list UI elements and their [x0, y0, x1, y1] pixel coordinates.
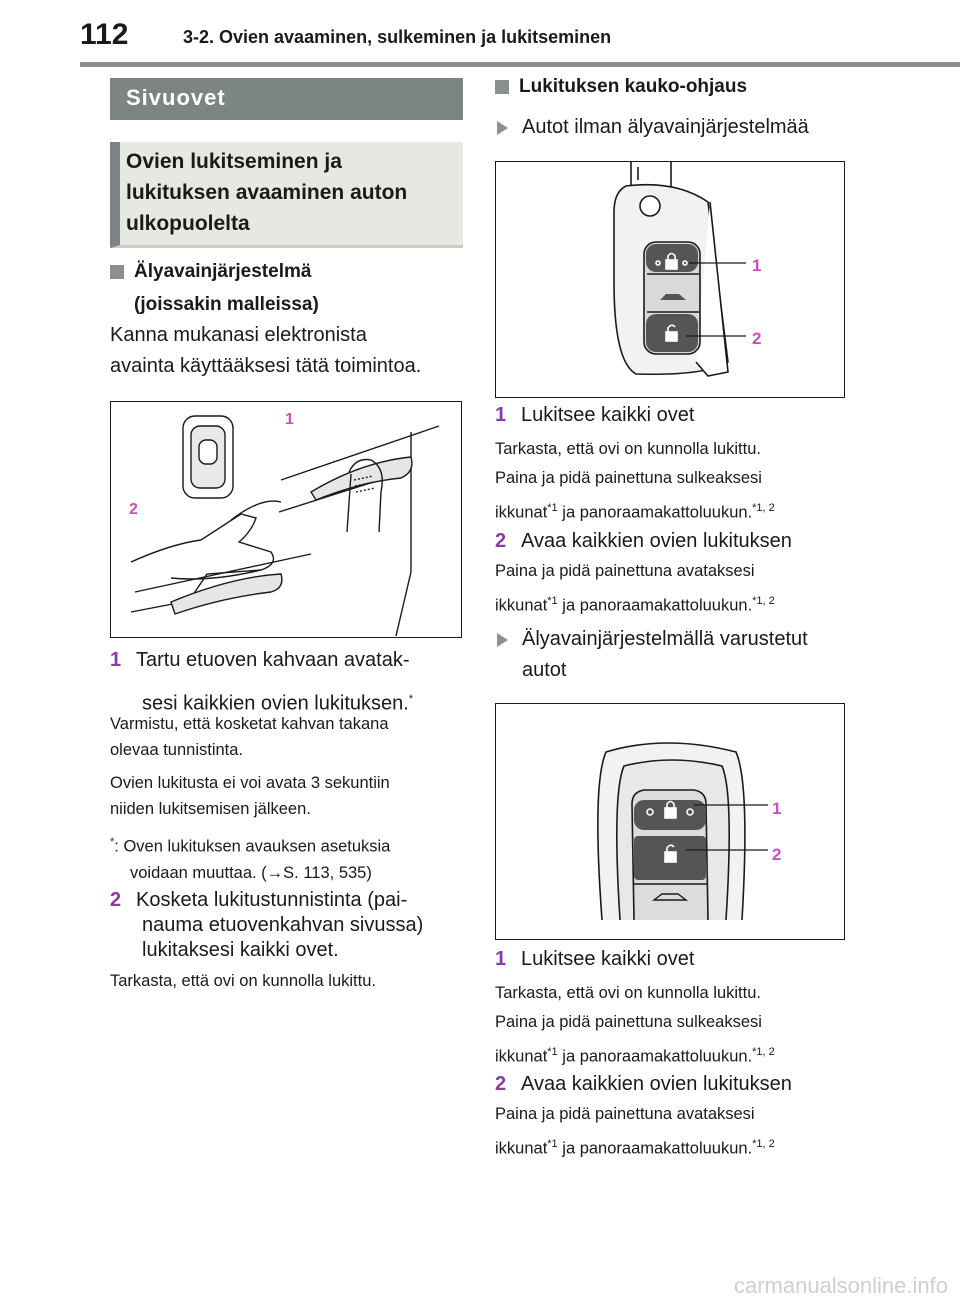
subheading-smartkey: Älyavainjärjestelmällä varustetut autot: [495, 624, 855, 686]
figure-callout-2: 2: [129, 501, 138, 518]
subsection-line: ulkopuolelta: [126, 212, 250, 235]
flip-key-figure: [495, 161, 845, 398]
triangle-bullet-icon: [497, 633, 508, 647]
smart-key-illustration: [496, 704, 843, 938]
note-check: Tarkasta, että ovi on kunnolla lukittu.: [110, 972, 376, 990]
figure-callout-1: 1: [752, 256, 762, 275]
b-note-check: Tarkasta, että ovi on kunnolla lukittu.: [495, 984, 761, 1002]
triangle-bullet-icon: [497, 121, 508, 135]
subsection-band: [110, 142, 463, 248]
note-sensor: Varmistu, että kosketat kahvan takana olevaa tunnistinta.: [110, 715, 389, 759]
door-handle-illustration: [111, 402, 460, 636]
b-note-windows-open: Paina ja pidä painettuna avataksesi ikkunat$^{*1}$ ja panoraamakattoluukun.$^{*1, 2}$: [495, 1105, 775, 1158]
smartkey-heading: Älyavainjärjestelmä (joissakin malleissa): [110, 257, 319, 320]
a-step-1: 1 Lukitsee kaikki ovet: [495, 404, 695, 426]
watermark: carmanualsonline.info: [733, 1273, 948, 1298]
a-note-windows-open: Paina ja pidä painettuna avataksesi ikkunat$^{*1}$ ja panoraamakattoluukun.$^{*1, 2}$: [495, 562, 775, 615]
figure-callout-2: 2: [772, 845, 782, 864]
remote-heading: Lukituksen kauko-ohjaus: [495, 72, 747, 102]
note-delay: Ovien lukitusta ei voi avata 3 sekuntiin niiden lukitsemisen jälkeen.: [110, 774, 390, 818]
smart-key-figure: [495, 703, 845, 940]
intro-text: Kanna mukanasi elektronista avainta käyttääksesi tätä toimintoa.: [110, 324, 422, 377]
door-handle-figure: [110, 401, 462, 638]
subsection-line: lukituksen avaaminen auton: [126, 181, 408, 204]
subsection-line: Ovien lukitseminen ja: [126, 150, 342, 173]
b-step-1: 1 Lukitsee kaikki ovet: [495, 948, 695, 970]
figure-callout-2: 2: [752, 329, 762, 348]
section-title: 3-2. Ovien avaaminen, sulkeminen ja lukitseminen: [183, 27, 612, 47]
square-bullet-icon: [110, 265, 124, 279]
page-number: 112: [80, 18, 129, 51]
step-1: 1 Tartu etuoven kahvaan avatak- sesi kaikkien ovien lukituksen.*: [110, 649, 414, 715]
step-2: 2 Kosketa lukitustunnistinta (pai- nauma etuovenkahvan sivussa) lukitaksesi kaikki ovet.: [110, 889, 424, 961]
figure-callout-1: 1: [285, 411, 294, 428]
b-note-windows-close: Paina ja pidä painettuna sulkeaksesi ikkunat$^{*1}$ ja panoraamakattoluukun.$^{*1, 2}$: [495, 1013, 775, 1066]
square-bullet-icon: [495, 80, 509, 94]
a-note-windows-close: Paina ja pidä painettuna sulkeaksesi ikkunat$^{*1}$ ja panoraamakattoluukun.$^{*1, 2}$: [495, 469, 775, 522]
a-note-check: Tarkasta, että ovi on kunnolla lukittu.: [495, 440, 761, 458]
flip-key-illustration: [496, 162, 843, 396]
arrow-icon: →: [266, 863, 284, 882]
figure-callout-1: 1: [772, 799, 782, 818]
header-rule: [80, 62, 960, 67]
subheading-no-smartkey: Autot ilman älyavainjärjestelmää: [495, 112, 809, 143]
section-band: Sivuovet: [110, 78, 463, 120]
footnote: *: Oven lukituksen avauksen asetuksia voidaan muuttaa. (→S. 113, 535): [110, 836, 391, 882]
b-step-2: 2 Avaa kaikkien ovien lukituksen: [495, 1073, 792, 1095]
a-step-2: 2 Avaa kaikkien ovien lukituksen: [495, 530, 792, 552]
